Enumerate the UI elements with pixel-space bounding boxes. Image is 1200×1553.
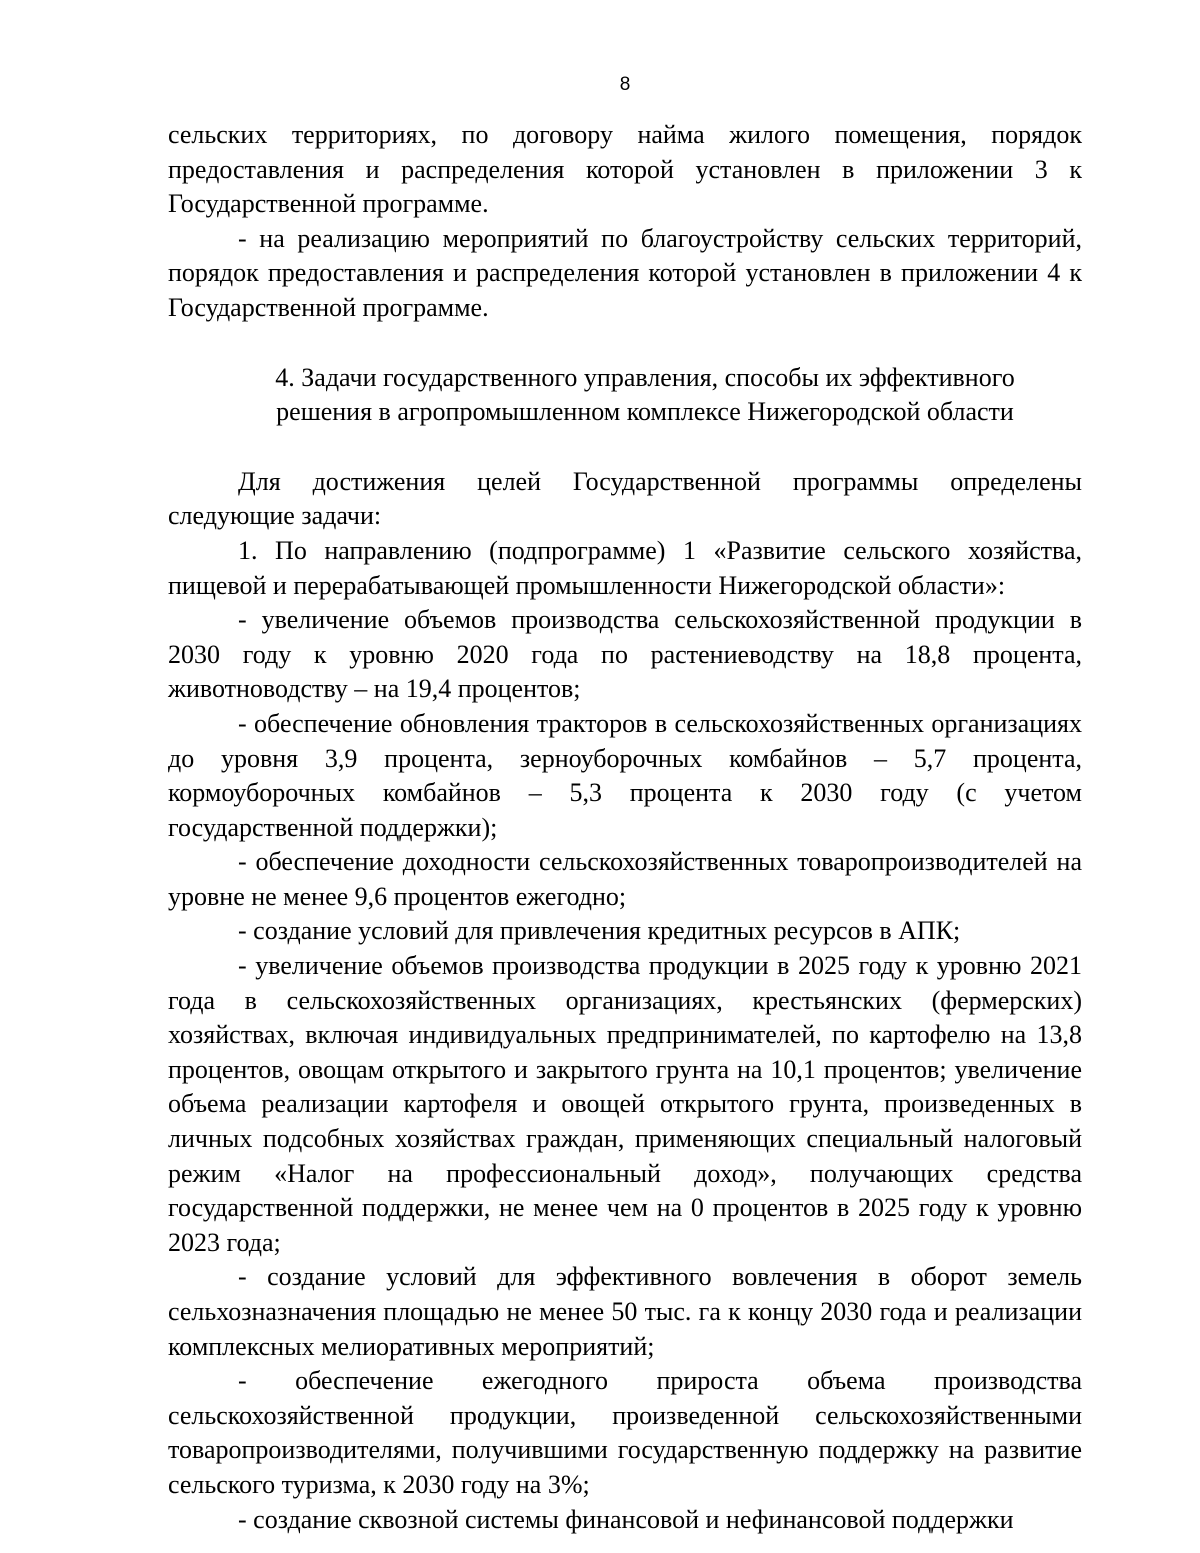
list-item: - обеспечение доходности сельскохозяйственных товаропроизводителей на уровне не менее 9,6 процентов ежегодно; [168,847,1082,911]
page-number: 8 [619,74,631,95]
paragraph: - на реализацию мероприятий по благоустройству сельских территорий, порядок предоставления и распределения которой установлен в приложении 4 к Государственной программе. [168,223,1082,322]
list-item: - увеличение объемов производства сельскохозяйственной продукции в 2030 году к уровню 2020 года по растениеводству на 18,8 процента, животноводству – на 19,4 процентов; [168,605,1082,704]
document-body [168,118,1082,1537]
paragraph: 1. По направлению (подпрограмме) 1 «Развитие сельского хозяйства, пищевой и перерабатывающей промышленности Нижегородской области»: [168,535,1082,600]
list-item: - обеспечение обновления тракторов в сельскохозяйственных организациях до уровня 3,9 процента, зерноуборочных комбайнов – 5,7 процента, кормоуборочных комбайнов – 5,3 процента к 2030 году (с учетом государственной поддержки); [168,708,1082,842]
list-item: - создание сквозной системы финансовой и нефинансовой поддержки [238,1504,1014,1534]
section-heading-line: решения в агропромышленном комплексе Нижегородской области [276,397,1014,427]
section-heading-line: 4. Задачи государственного управления, способы их эффективного [275,362,1015,392]
paragraph: сельских территориях, по договору найма жилого помещения, порядок предоставления и распределения которой установлен в приложении 3 к Государственной программе. [168,120,1082,219]
list-item: - создание условий для привлечения кредитных ресурсов в АПК; [238,916,961,946]
list-item: - обеспечение ежегодного прироста объема производства сельскохозяйственной продукции, произведенной сельскохозяйственными товаропроизводителями, получившими государственную поддержку на развитие сельского туризма, к 2030 году на 3%; [168,1366,1082,1499]
paragraph: Для достижения целей Государственной программы определены следующие задачи: [168,466,1082,531]
list-item: - создание условий для эффективного вовлечения в оборот земель сельхозназначения площадью не менее 50 тыс. га к концу 2030 года и реализации комплексных мелиоративных мероприятий; [168,1262,1082,1361]
section-heading [168,326,1082,465]
list-item: - увеличение объемов производства продукции в 2025 году к уровню 2021 года в сельскохозяйственных организациях, крестьянских (фермерских) хозяйствах, включая индивидуальных предпринимателей, по картофелю на 13,8 процентов, овощам открытого и закрытого грунта на 10,1 процентов; увеличение объема реализации картофеля и овощей открытого грунта, произведенных в личных подсобных хозяйствах граждан, применяющих специальный налоговый режим «Налог на профессиональный доход», получающих средства государственной поддержки, не менее чем на 0 процентов в 2025 году к уровню 2023 года; [168,951,1082,1257]
